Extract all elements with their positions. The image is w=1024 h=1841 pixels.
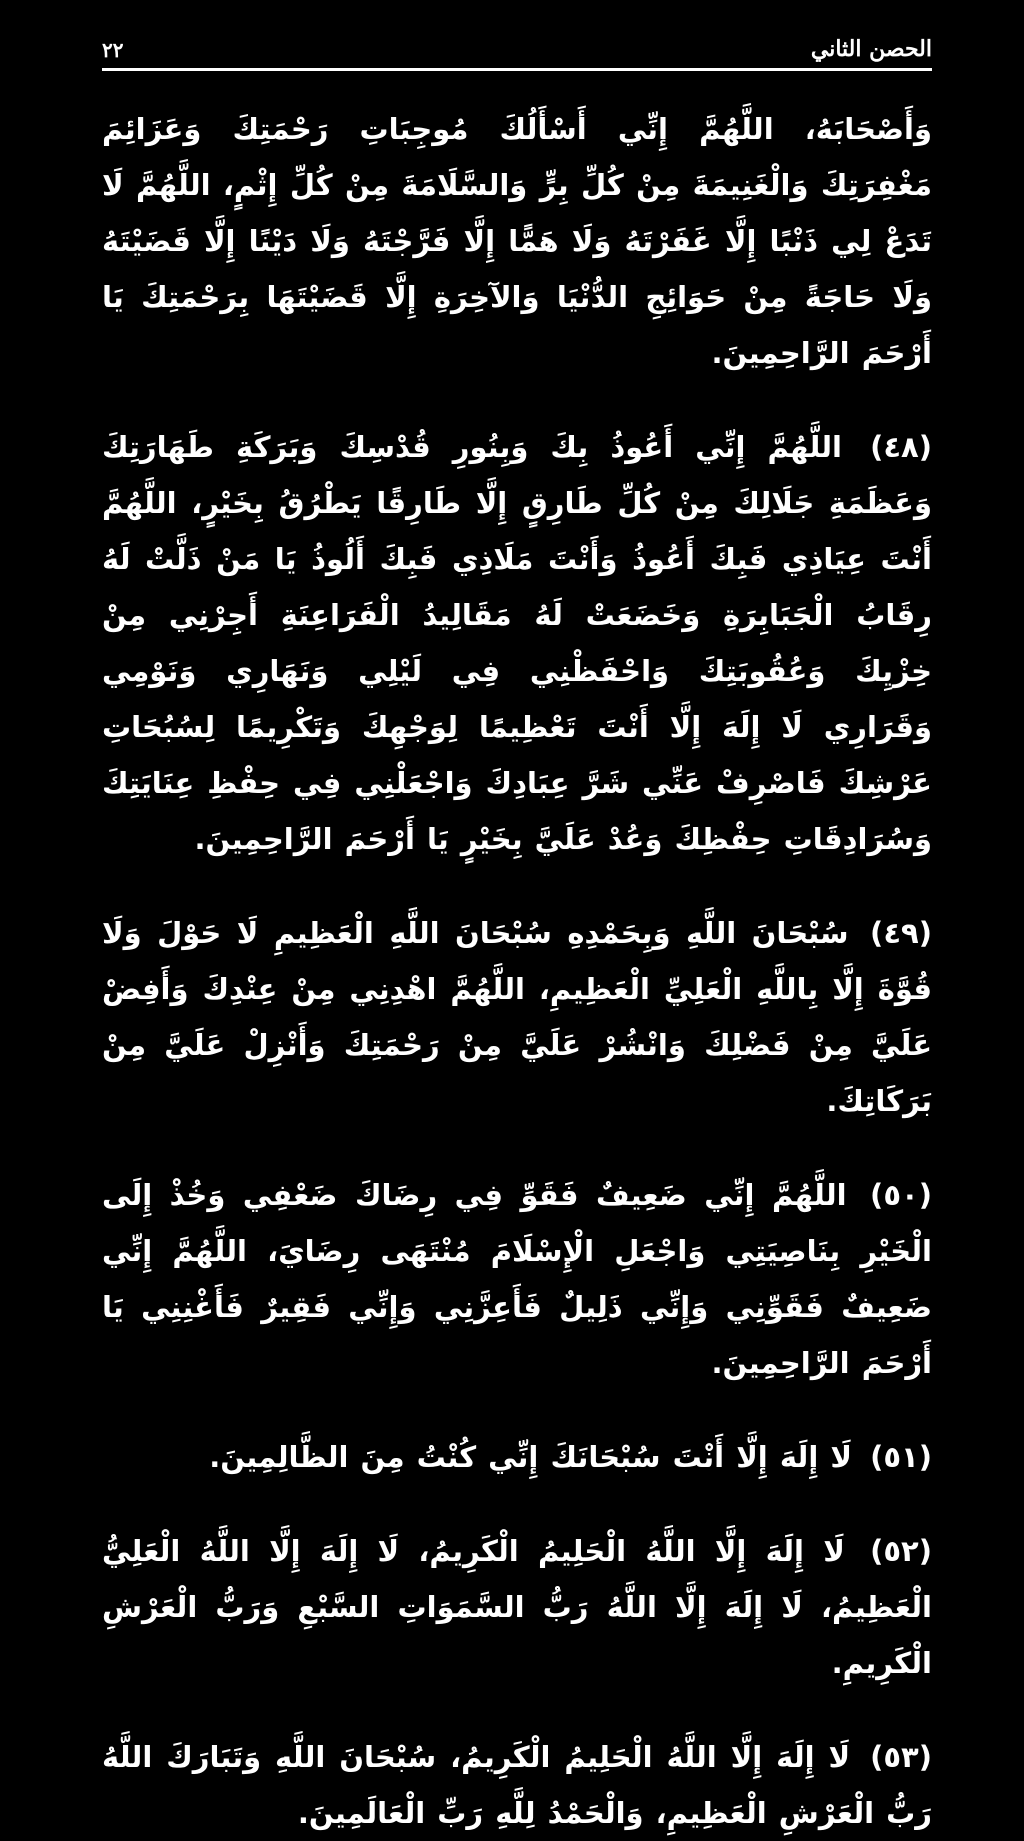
- running-title: الحصن الثاني: [810, 36, 932, 62]
- paragraph-number: (٥٠): [870, 1178, 932, 1212]
- paragraph-text: اللَّهُمَّ إِنِّي ضَعِيفٌ فَقَوِّ فِي رِضَاكَ ضَعْفِي وَخُذْ إِلَى الْخَيْرِ بِنَاصِيَتِي وَاجْعَلِ الْإِسْلَامَ مُنْتَهَى رِضَايَ، اللَّهُمَّ إِنِّي ضَعِيفٌ فَقَوِّنِي وَإِنِّي ذَلِيلٌ فَأَعِزَّنِي وَإِنِّي فَقِيرٌ فَأَغْنِنِي يَا أَرْحَمَ الرَّاحِمِينَ.: [102, 1178, 932, 1380]
- paragraph-text: سُبْحَانَ اللَّهِ وَبِحَمْدِهِ سُبْحَانَ اللَّهِ الْعَظِيمِ لَا حَوْلَ وَلَا قُوَّةَ إِلَّا بِاللَّهِ الْعَلِيِّ الْعَظِيمِ، اللَّهُمَّ اهْدِنِي مِنْ عِنْدِكَ وَأَفِضْ عَلَيَّ مِنْ فَضْلِكَ وَانْشُرْ عَلَيَّ مِنْ رَحْمَتِكَ وَأَنْزِلْ عَلَيَّ مِنْ بَرَكَاتِكَ.: [102, 916, 932, 1118]
- paragraph-number: (٤٨): [870, 430, 932, 464]
- paragraph-number: (٤٩): [870, 916, 932, 950]
- paragraph-52: [102, 1523, 932, 1691]
- page-number: ٢٢: [102, 38, 124, 62]
- header-rule: [102, 68, 932, 71]
- paragraph-text: اللَّهُمَّ إِنِّي أَعُوذُ بِكَ وَبِنُورِ قُدْسِكَ وَبَرَكَةِ طَهَارَتِكَ وَعَظَمَةِ جَلَالِكَ مِنْ كُلِّ طَارِقٍ إِلَّا طَارِقًا يَطْرُقُ بِخَيْرٍ، اللَّهُمَّ أَنْتَ عِيَاذِي فَبِكَ أَعُوذُ وَأَنْتَ مَلَاذِي فَبِكَ أَلُوذُ يَا مَنْ ذَلَّتْ لَهُ رِقَابُ الْجَبَابِرَةِ وَخَضَعَتْ لَهُ مَقَالِيدُ الْفَرَاعِنَةِ أَجِرْنِي مِنْ خِزْيِكَ وَعُقُوبَتِكَ وَاحْفَظْنِي فِي لَيْلِي وَنَهَارِي وَنَوْمِي وَقَرَارِي لَا إِلَهَ إِلَّا أَنْتَ تَعْظِيمًا لِوَجْهِكَ وَتَكْرِيمًا لِسُبُحَاتِ عَرْشِكَ فَاصْرِفْ عَنِّي شَرَّ عِبَادِكَ وَاجْعَلْنِي فِي حِفْظِ عِنَايَتِكَ وَسُرَادِقَاتِ حِفْظِكَ وَعُدْ عَلَيَّ بِخَيْرٍ يَا أَرْحَمَ الرَّاحِمِينَ.: [102, 430, 932, 856]
- text-body: [102, 101, 932, 1841]
- paragraph-48: [102, 419, 932, 867]
- paragraph-50: [102, 1167, 932, 1391]
- paragraph-text: لَا إِلَهَ إِلَّا اللَّهُ الْحَلِيمُ الْكَرِيمُ، لَا إِلَهَ إِلَّا اللَّهُ الْعَلِيُّ الْعَظِيمُ، لَا إِلَهَ إِلَّا اللَّهُ رَبُّ السَّمَوَاتِ السَّبْعِ وَرَبُّ الْعَرْشِ الْكَرِيمِ.: [102, 1534, 932, 1680]
- paragraph-continued: [102, 101, 932, 381]
- paragraph-text: لَا إِلَهَ إِلَّا أَنْتَ سُبْحَانَكَ إِنِّي كُنْتُ مِنَ الظَّالِمِينَ.: [209, 1440, 852, 1474]
- paragraph-text: لَا إِلَهَ إِلَّا اللَّهُ الْحَلِيمُ الْكَرِيمُ، سُبْحَانَ اللَّهِ وَتَبَارَكَ اللَّهُ رَبُّ الْعَرْشِ الْعَظِيمِ، وَالْحَمْدُ لِلَّهِ رَبِّ الْعَالَمِينَ.: [102, 1740, 932, 1830]
- paragraph-number: (٥١): [870, 1440, 932, 1474]
- paragraph-text: وَأَصْحَابَهُ، اللَّهُمَّ إِنِّي أَسْأَلُكَ مُوجِبَاتِ رَحْمَتِكَ وَعَزَائِمَ مَغْفِرَتِكَ وَالْغَنِيمَةَ مِنْ كُلِّ بِرٍّ وَالسَّلَامَةَ مِنْ كُلِّ إِثْمٍ، اللَّهُمَّ لَا تَدَعْ لِي ذَنْبًا إِلَّا غَفَرْتَهُ وَلَا هَمًّا إِلَّا فَرَّجْتَهُ وَلَا دَيْنًا إِلَّا قَضَيْتَهُ وَلَا حَاجَةً مِنْ حَوَائِجِ الدُّنْيَا وَالآخِرَةِ إِلَّا قَضَيْتَهَا بِرَحْمَتِكَ يَا أَرْحَمَ الرَّاحِمِينَ.: [102, 112, 932, 370]
- paragraph-49: [102, 905, 932, 1129]
- paragraph-53: [102, 1729, 932, 1841]
- paragraph-51: [102, 1429, 932, 1485]
- running-header: [102, 26, 932, 62]
- paragraph-number: (٥٢): [870, 1534, 932, 1568]
- paragraph-number: (٥٣): [870, 1740, 932, 1774]
